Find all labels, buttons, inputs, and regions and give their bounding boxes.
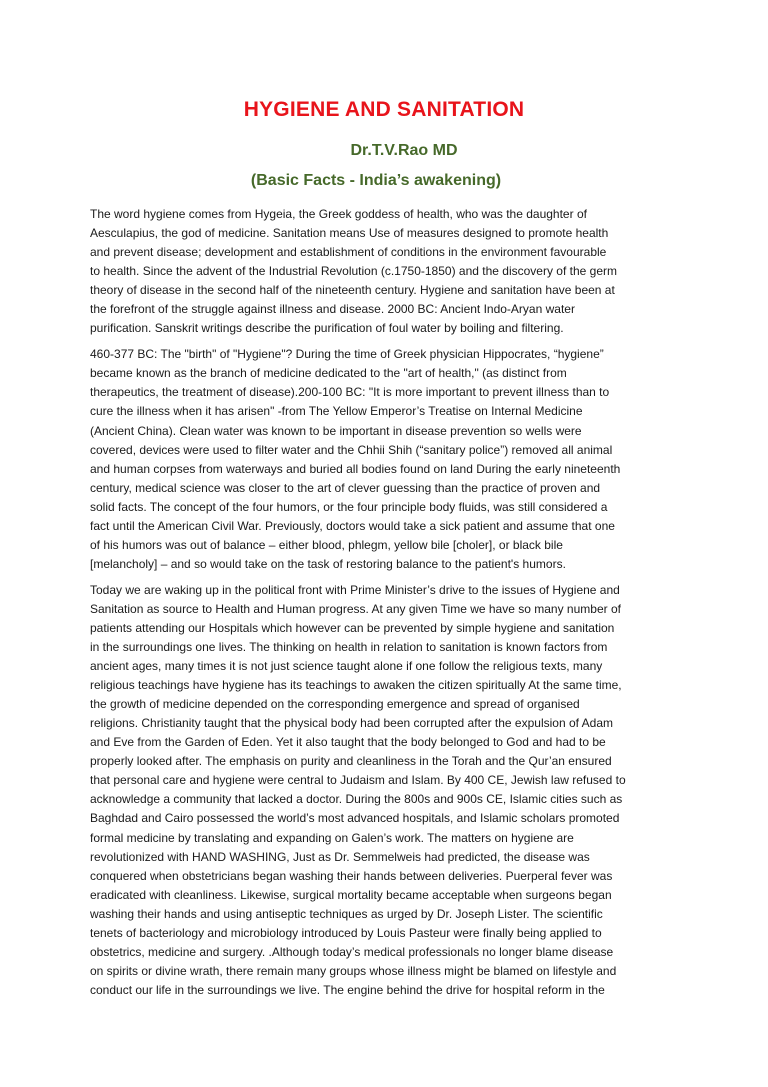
text-line: covered, devices were used to filter water and the Chhii Shih (“sanitary police”) removed all animal: [90, 442, 613, 457]
text-line: (Ancient China). Clean water was known to be important in disease prevention so wells were: [90, 423, 582, 438]
text-line: patients attending our Hospitals which however can be prevented by simple hygiene and sanitation: [90, 620, 615, 635]
text-line: fact until the American Civil War. Previously, doctors would take a sick patient and assume that one: [90, 518, 615, 533]
text-line: Today we are waking up in the political front with Prime Minister’s drive to the issues of Hygiene and: [90, 582, 620, 597]
text-line: tenets of bacteriology and microbiology introduced by Louis Pasteur were finally being applied to: [90, 925, 602, 940]
document-body: [90, 205, 664, 1007]
text-line: The word hygiene comes from Hygeia, the Greek goddess of health, who was the daughter of: [90, 207, 587, 221]
text-line: cure the illness when it has arisen" -from The Yellow Emperor’s Treatise on Internal Medicine: [90, 404, 583, 419]
text-line: acknowledge a community that lacked a doctor. During the 800s and 900s CE, Islamic cities such as: [90, 792, 623, 807]
text-line: the growth of medicine depended on the corresponding emergence and spread of organised: [90, 697, 580, 712]
text-line: eradicated with cleanliness. Likewise, surgical mortality became acceptable when surgeons began: [90, 887, 612, 902]
text-line: in the surroundings one lives. The thinking on health in relation to sanitation is known factors from: [90, 640, 608, 655]
text-line: 460-377 BC: The "birth" of "Hygiene"? During the time of Greek physician Hippocrates, “hygiene”: [90, 347, 604, 362]
text-line: and Eve from the Garden of Eden. Yet it also taught that the body belonged to God and had to be: [90, 735, 606, 750]
text-line: of his humors was out of balance – either blood, phlegm, yellow bile [choler], or black bile: [90, 537, 563, 552]
document-title: HYGIENE AND SANITATION: [243, 98, 525, 121]
text-line: Aesculapius, the god of medicine. Sanitation means Use of measures designed to promote health: [90, 226, 609, 241]
text-line: solid facts. The concept of the four humors, or the four principle body fluids, was still considered a: [90, 499, 608, 514]
document-author: Dr.T.V.Rao MD: [350, 142, 458, 159]
text-line: Baghdad and Cairo possessed the world’s most advanced hospitals, and Islamic scholars promoted: [90, 811, 620, 826]
text-line: theory of disease in the second half of the nineteenth century. Hygiene and sanitation have been at: [90, 283, 615, 298]
text-line: Sanitation as source to Health and Human progress. At any given Time we have so many number of: [90, 601, 621, 616]
text-line: ancient ages, many times it is not just science taught alone if one follow the religious texts, many: [90, 659, 603, 674]
text-line: formal medicine by translating and expanding on Galen’s work. The matters on hygiene are: [90, 830, 574, 845]
text-line: and prevent disease; development and establishment of conditions in the environment favourable: [90, 245, 607, 260]
text-line: religions. Christianity taught that the physical body had been corrupted after the expulsion of Adam: [90, 716, 613, 731]
paragraph: [90, 345, 664, 574]
paragraph: [90, 581, 664, 1000]
text-line: purification. Sanskrit writings describe the purification of foul water by boiling and filtering.: [90, 321, 564, 336]
text-line: washing their hands and using antiseptic techniques as urged by Dr. Joseph Lister. The scientific: [90, 906, 603, 921]
text-line: to health. Since the advent of the Industrial Revolution (c.1750-1850) and the discovery of the germ: [90, 264, 617, 279]
paragraph: [90, 205, 664, 338]
text-line: religious teachings have hygiene has its teachings to awaken the citizen spiritually At the same time,: [90, 678, 622, 693]
text-line: that personal care and hygiene were central to Judaism and Islam. By 400 CE, Jewish law refused to: [90, 773, 626, 788]
text-line: and human corpses from waterways and buried all bodies found on land During the early nineteenth: [90, 461, 621, 476]
text-line: became known as the branch of medicine dedicated to the "art of health," (as distinct from: [90, 366, 567, 381]
text-line: the forefront of the struggle against illness and disease. 2000 BC: Ancient Indo-Aryan water: [90, 302, 575, 317]
text-line: [melancholy] – and so would take on the task of restoring balance to the patient's humors.: [90, 556, 566, 571]
text-line: obstetrics, medicine and surgery. .Although today’s medical professionals no longer blame disease: [90, 944, 614, 959]
text-line: conquered when obstetricians began washing their hands between deliveries. Puerperal fever was: [90, 868, 613, 883]
text-line: conduct our life in the surroundings we live. The engine behind the drive for hospital reform in the: [90, 982, 605, 997]
text-line: on spirits or divine wrath, there remain many groups whose illness might be blamed on lifestyle and: [90, 963, 617, 978]
text-line: properly looked after. The emphasis on purity and cleanliness in the Torah and the Qur’an ensured: [90, 754, 612, 769]
document-subtitle: (Basic Facts - India’s awakening): [250, 172, 502, 189]
text-line: therapeutics, the treatment of disease).200-100 BC: "It is more important to prevent illness than to: [90, 385, 610, 400]
text-line: century, medical science was closer to the art of clever guessing than the practice of proven and: [90, 480, 601, 495]
text-line: revolutionized with HAND WASHING, Just as Dr. Semmelweis had predicted, the disease was: [90, 849, 590, 864]
